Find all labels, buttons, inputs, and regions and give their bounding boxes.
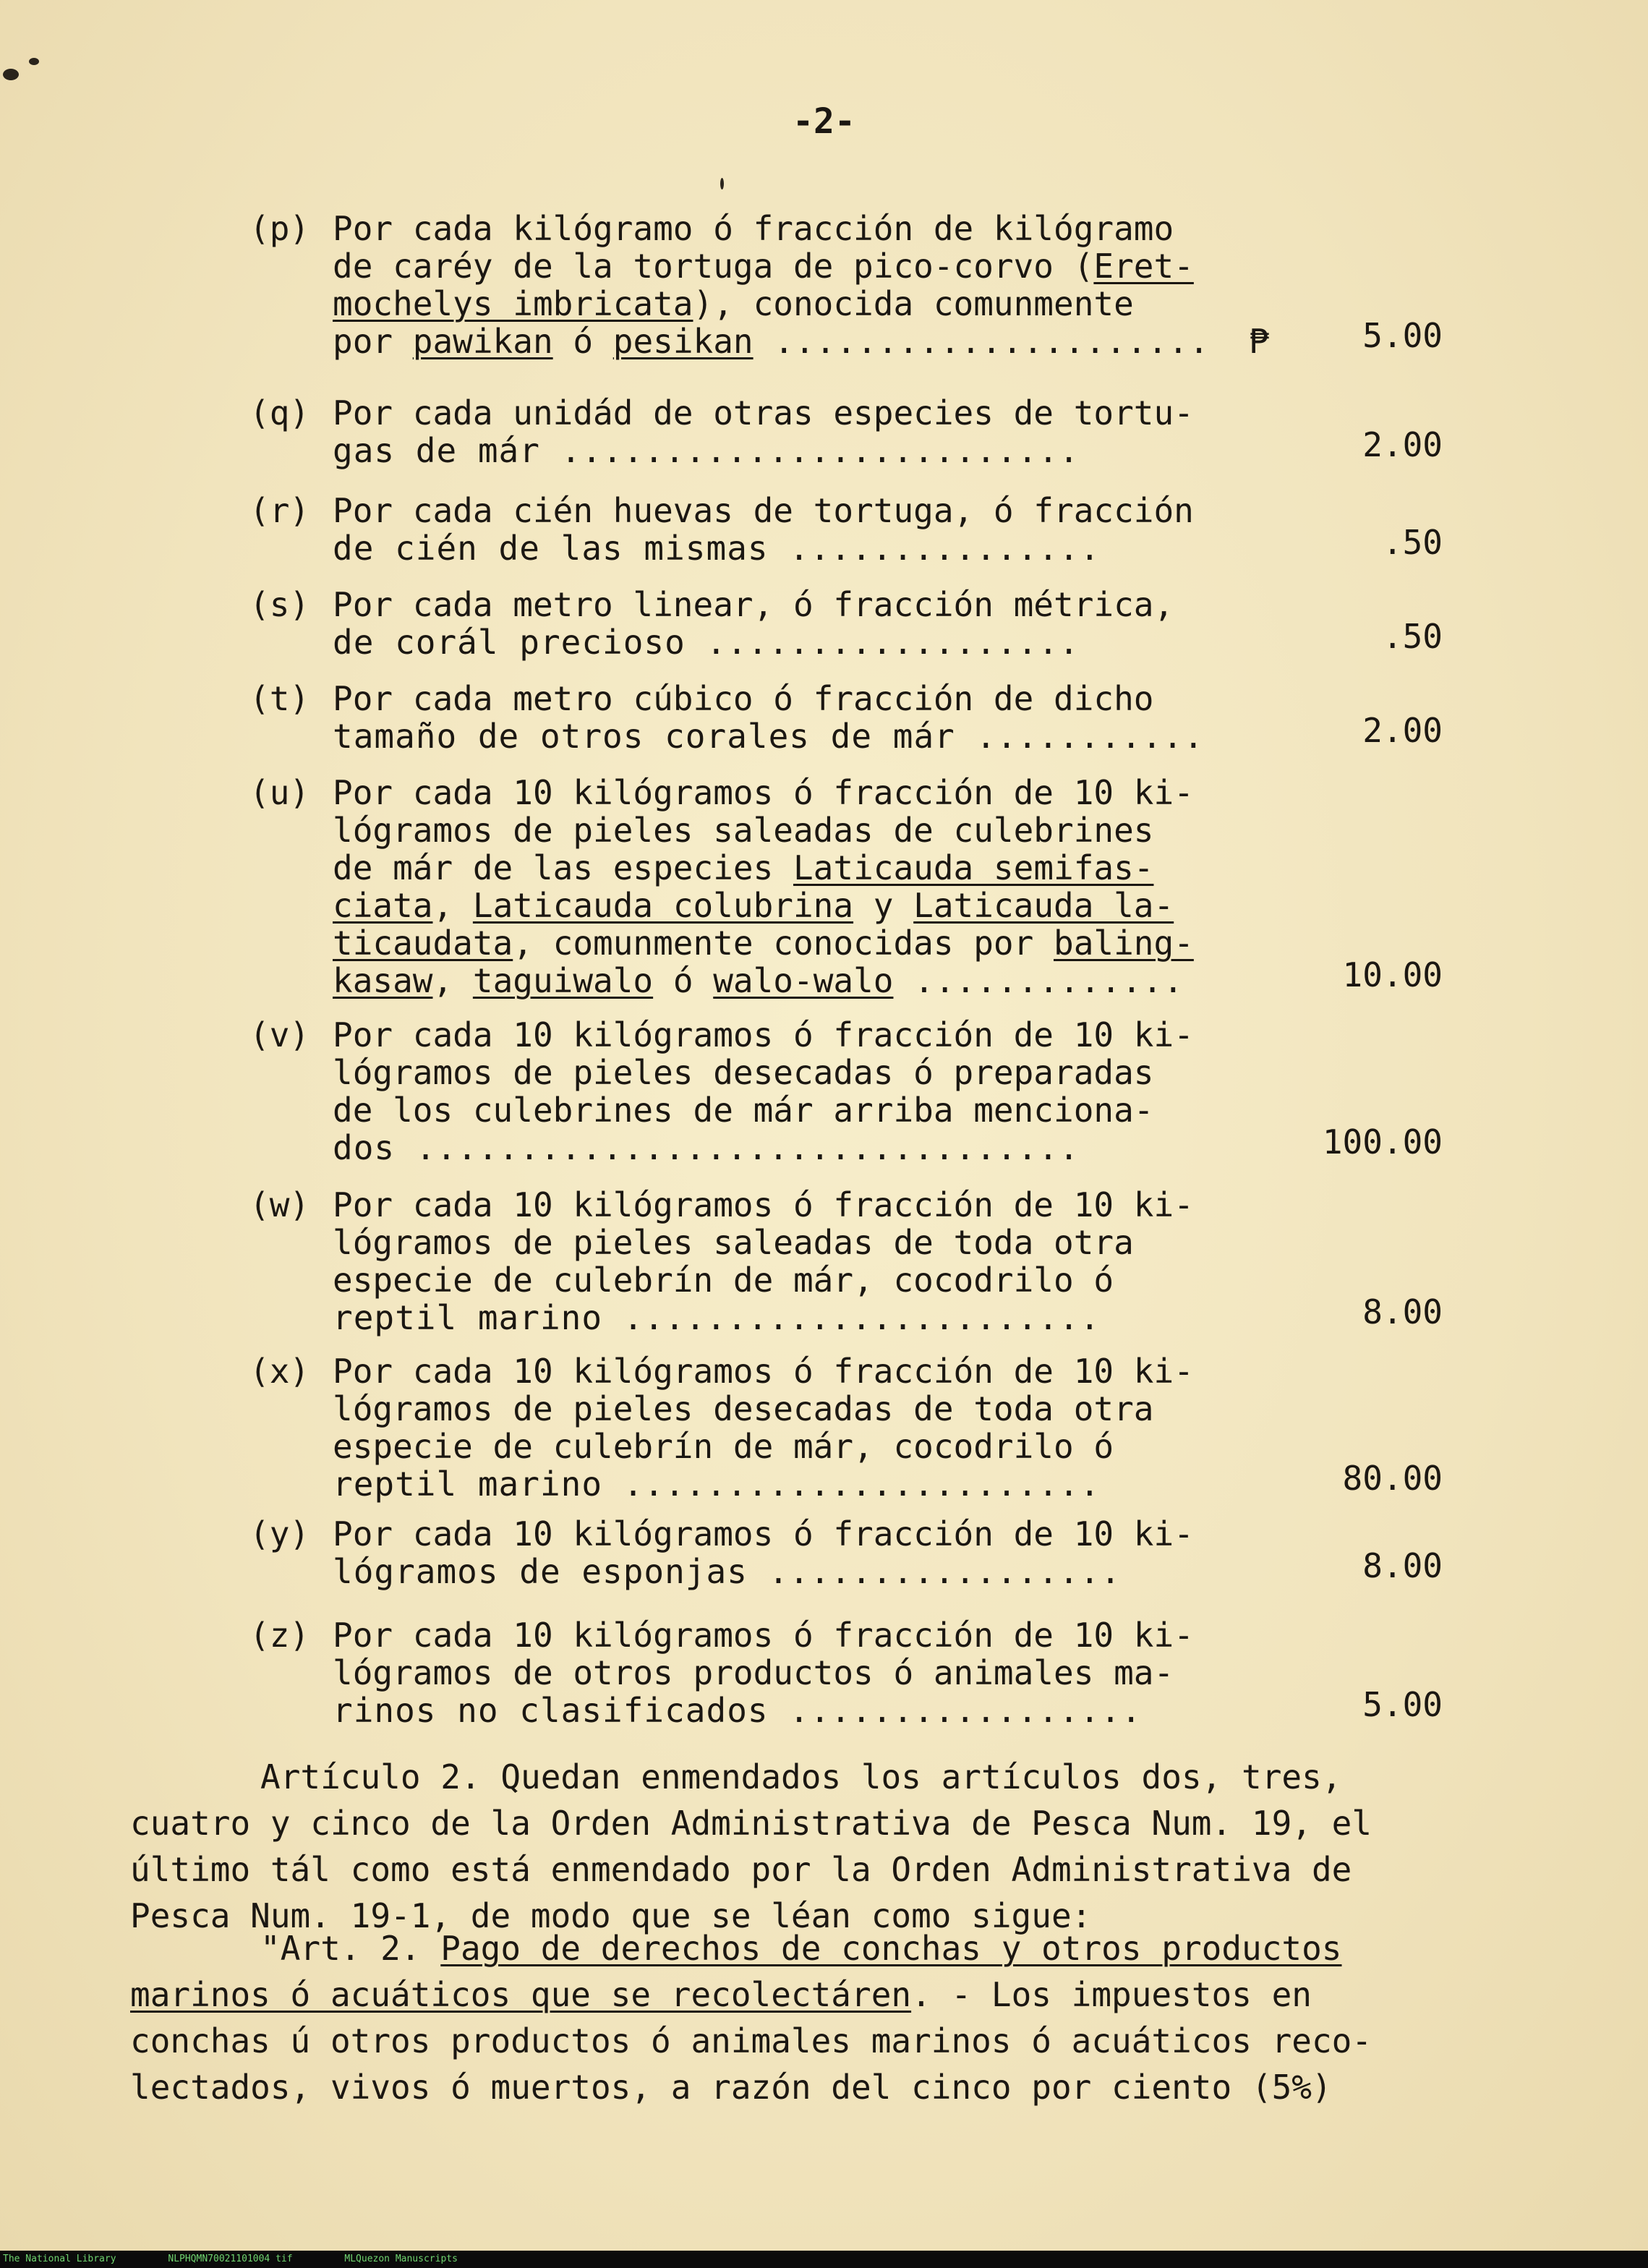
underlined-term: walo-walo [713, 961, 894, 1000]
entry-text: Por cada 10 kilógramos ó fracción de 10 ki- [333, 1185, 1194, 1224]
articulo-2-line: Pesca Num. 19-1, de modo que se léan como sigue: [130, 1896, 1092, 1935]
entry-line [333, 586, 1273, 623]
entry-letter: (v) [249, 1015, 310, 1054]
entry-letter: (s) [249, 585, 310, 624]
entry-text: , comunmente conocidas por [513, 924, 1054, 963]
underlined-term: Eret- [1093, 247, 1194, 286]
entry-text: de corál precioso .................. [333, 623, 1080, 662]
articulo-2-paragraph [130, 1754, 1504, 1939]
archive-footer-bar [0, 2251, 1648, 2268]
entry-letter: (y) [249, 1514, 310, 1553]
entry-amount [1255, 524, 1443, 561]
entry-text: de már de las especies [333, 848, 793, 887]
underlined-term: Laticauda colubrina [472, 886, 854, 925]
entry-line [333, 1261, 1273, 1299]
entry-text: ..................... [753, 322, 1210, 361]
entry-text: Por cada unidád de otras especies de tortu- [333, 393, 1194, 432]
underlined-term: mochelys imbricata [333, 284, 693, 323]
art-2-line [130, 1971, 1504, 2018]
entry-description [333, 394, 1273, 469]
entry-line [333, 1224, 1273, 1261]
underlined-term: ticaudata [333, 924, 513, 963]
entry-line [333, 247, 1273, 285]
amount-value: 5.00 [1362, 316, 1443, 355]
articulo-2-line: cuatro y cinco de la Orden Administrativa de Pesca Num. 19, el [130, 1804, 1372, 1843]
entry-line [333, 1299, 1273, 1336]
entry-description [333, 210, 1273, 360]
art-2-heading: marinos ó acuáticos que se recolectáren [130, 1975, 912, 2014]
entry-letter: (r) [249, 491, 310, 530]
footer-collection: MLQuezon Manuscripts [344, 2254, 458, 2264]
entry-amount [1255, 426, 1443, 464]
entry-text: de cién de las mismas ............... [333, 529, 1101, 568]
entry-text: , [432, 961, 473, 1000]
entry-text: rinos no clasificados ................. [333, 1691, 1143, 1730]
amount-value: 8.00 [1362, 1292, 1443, 1331]
entry-amount [1255, 1293, 1443, 1331]
footer-library: The National Library [3, 2254, 116, 2264]
amount-value: .50 [1382, 617, 1443, 656]
underlined-term: kasaw [333, 961, 433, 1000]
entry-line [333, 1054, 1273, 1091]
articulo-2-line: Artículo 2. Quedan enmendados los artículos dos, tres, [260, 1757, 1342, 1796]
entry-description [333, 1352, 1273, 1503]
entry-text: lógramos de pieles desecadas ó preparadas [333, 1053, 1154, 1092]
paper-blemish [29, 58, 39, 65]
entry-line [333, 887, 1273, 924]
entry-letter: (x) [249, 1352, 310, 1391]
entry-text: Por cada 10 kilógramos ó fracción de 10 ki- [333, 1352, 1194, 1391]
entry-line [333, 623, 1273, 661]
entry-amount [1255, 1686, 1443, 1723]
entry-text: lógramos de pieles saleadas de toda otra [333, 1223, 1134, 1262]
entry-text: especie de culebrín de már, cocodrilo ó [333, 1427, 1114, 1466]
art-2-line [130, 1925, 1504, 1971]
entry-line [333, 394, 1273, 432]
art-2-line: conchas ú otros productos ó animales marinos ó acuáticos reco- [130, 2021, 1372, 2060]
articulo-2-line: último tál como está enmendado por la Orden Administrativa de [130, 1850, 1352, 1889]
amount-value: 2.00 [1362, 711, 1443, 750]
entry-description [333, 1186, 1273, 1336]
entry-text: Por cada metro linear, ó fracción métrica, [333, 585, 1174, 624]
entry-amount [1255, 1123, 1443, 1161]
underlined-term: pawikan [412, 322, 553, 361]
entry-line [333, 432, 1273, 469]
entry-text: tamaño de otros corales de már ........... [333, 717, 1205, 756]
entry-line [333, 1616, 1273, 1654]
entry-line [333, 1515, 1273, 1553]
entry-text: de caréy de la tortuga de pico-corvo ( [333, 247, 1094, 286]
entry-line [333, 285, 1273, 323]
entry-description [333, 680, 1273, 755]
art-2-prefix: "Art. 2. [260, 1929, 441, 1968]
underlined-term: baling- [1054, 924, 1194, 963]
entry-text: por [333, 322, 413, 361]
art-2-quoted-paragraph [130, 1925, 1504, 2110]
entry-letter: (u) [249, 773, 310, 812]
entry-text: ó [653, 961, 714, 1000]
entry-text: lógramos de pieles desecadas de toda otra [333, 1389, 1154, 1428]
page-number: -2- [793, 101, 855, 142]
entry-text: ............. [893, 961, 1184, 1000]
entry-line [333, 323, 1273, 360]
footer-file-id: NLPHQMN70021101004 tif [168, 2254, 293, 2264]
entry-letter: (p) [249, 209, 310, 248]
peso-sign: ₱ [1249, 322, 1269, 361]
entry-line [333, 1129, 1273, 1167]
entry-amount [1255, 618, 1443, 655]
amount-value: 80.00 [1342, 1459, 1443, 1498]
entry-line [333, 1091, 1273, 1129]
entry-line [333, 717, 1273, 755]
entry-amount [1255, 1459, 1443, 1497]
entry-line [333, 774, 1273, 811]
entry-letter: (w) [249, 1185, 310, 1224]
entry-description [333, 1616, 1273, 1729]
entry-text: lógramos de otros productos ó animales ma- [333, 1653, 1174, 1692]
entry-line [333, 1692, 1273, 1729]
entry-text: de los culebrines de már arriba menciona- [333, 1091, 1154, 1130]
underlined-term: Laticauda la- [913, 886, 1174, 925]
entry-text: Por cada metro cúbico ó fracción de dicho [333, 679, 1154, 718]
underlined-term: pesikan [612, 322, 753, 361]
entry-description [333, 774, 1273, 999]
amount-value: 2.00 [1362, 425, 1443, 464]
entry-line [333, 210, 1273, 247]
underlined-term: taguiwalo [472, 961, 654, 1000]
entry-text: Por cada 10 kilógramos ó fracción de 10 ki- [333, 1015, 1194, 1054]
art-2-text: . - Los impuestos en [911, 1975, 1312, 2014]
entry-line [333, 1016, 1273, 1054]
art-2-line: lectados, vivos ó muertos, a razón del cinco por ciento (5%) [130, 2068, 1332, 2107]
art-2-heading: Pago de derechos de conchas y otros productos [440, 1929, 1342, 1968]
entry-line [333, 492, 1273, 529]
entry-line [333, 1465, 1273, 1503]
entry-text: Por cada kilógramo ó fracción de kilógramo [333, 209, 1174, 248]
paper-blemish [720, 178, 724, 189]
entry-text: ó [552, 322, 613, 361]
entry-letter: (z) [249, 1616, 310, 1655]
entry-text: lógramos de pieles saleadas de culebrines [333, 811, 1154, 850]
entry-text: gas de már ......................... [333, 431, 1080, 470]
entry-description [333, 1016, 1273, 1167]
underlined-term: Laticauda semifas- [793, 848, 1154, 887]
amount-value: .50 [1382, 523, 1443, 562]
entry-amount [1255, 956, 1443, 994]
entry-line [333, 849, 1273, 887]
entry-text: ), conocida comunmente [693, 284, 1134, 323]
entry-text: dos ................................ [333, 1128, 1080, 1167]
entry-text: y [853, 886, 914, 925]
underlined-term: ciata [333, 886, 433, 925]
entry-amount [1249, 316, 1443, 361]
entry-line [333, 1654, 1273, 1692]
entry-description [333, 1515, 1273, 1590]
amount-value: 5.00 [1362, 1685, 1443, 1724]
entry-letter: (t) [249, 679, 310, 718]
entry-letter: (q) [249, 393, 310, 432]
paper-blemish [3, 69, 19, 80]
entry-text: reptil marino ....................... [333, 1465, 1101, 1504]
amount-value: 100.00 [1322, 1122, 1443, 1161]
entry-text: Por cada 10 kilógramos ó fracción de 10 ki- [333, 1514, 1194, 1553]
entry-text: Por cada 10 kilógramos ó fracción de 10 ki- [333, 1616, 1194, 1655]
entry-line [333, 811, 1273, 849]
entry-text: reptil marino ....................... [333, 1298, 1101, 1337]
entry-amount [1255, 1547, 1443, 1585]
entry-line [333, 1553, 1273, 1590]
amount-value: 8.00 [1362, 1546, 1443, 1585]
entry-line [333, 1352, 1273, 1390]
entry-amount [1255, 712, 1443, 749]
entry-line [333, 1390, 1273, 1428]
entry-text: , [432, 886, 473, 925]
entry-line [333, 680, 1273, 717]
amount-value: 10.00 [1342, 955, 1443, 994]
entry-text: Por cada 10 kilógramos ó fracción de 10 ki- [333, 773, 1194, 812]
entry-line [333, 1428, 1273, 1465]
entry-text: especie de culebrín de már, cocodrilo ó [333, 1261, 1114, 1300]
entry-description [333, 492, 1273, 567]
entry-line [333, 962, 1273, 999]
entry-line [333, 529, 1273, 567]
entry-text: Por cada cién huevas de tortuga, ó fracción [333, 491, 1194, 530]
entry-text: lógramos de esponjas ................. [333, 1552, 1122, 1591]
entry-description [333, 586, 1273, 661]
entry-line [333, 924, 1273, 962]
entry-line [333, 1186, 1273, 1224]
